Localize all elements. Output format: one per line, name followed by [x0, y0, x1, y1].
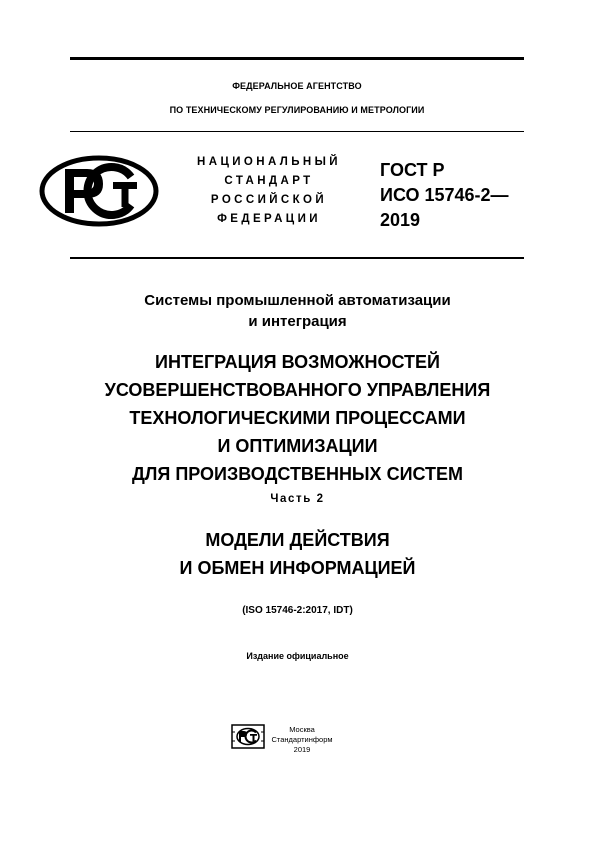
subtitle-line-2: И ОБМЕН ИНФОРМАЦИЕЙ: [179, 558, 416, 578]
title-line-5: ДЛЯ ПРОИЗВОДСТВЕННЫХ СИСТЕМ: [131, 464, 464, 484]
agency-name-line1: ФЕДЕРАЛЬНОЕ АГЕНТСТВО: [232, 81, 362, 91]
agency-name-line2: ПО ТЕХНИЧЕСКОМУ РЕГУЛИРОВАНИЮ И МЕТРОЛОГИИ: [169, 105, 425, 115]
part-label: Часть 2: [270, 493, 325, 505]
part-subtitle: [40, 526, 555, 582]
title-line-4: И ОПТИМИЗАЦИИ: [217, 436, 378, 456]
iso-reference: (ISO 15746-2:2017, IDT): [242, 605, 353, 616]
designation-line-2: ИСО 15746-2—: [380, 185, 509, 205]
series-line-1: Системы промышленной автоматизации: [144, 292, 451, 309]
rst-certification-mark-icon: [39, 155, 159, 227]
header-rule: [70, 131, 524, 132]
national-line-4: ФЕДЕРАЦИИ: [217, 213, 321, 225]
publisher-name: Стандартинформ: [271, 735, 333, 744]
publisher-imprint: [264, 725, 340, 755]
subtitle-line-1: МОДЕЛИ ДЕЙСТВИЯ: [205, 530, 390, 550]
national-line-1: НАЦИОНАЛЬНЫЙ: [197, 156, 341, 168]
title-line-3: ТЕХНОЛОГИЧЕСКИМИ ПРОЦЕССАМИ: [129, 408, 466, 428]
edition-note: Издание официальное: [246, 651, 349, 661]
series-line-2: и интеграция: [248, 313, 347, 330]
national-line-3: РОССИЙСКОЙ: [210, 194, 328, 206]
publisher-city: Москва: [289, 725, 315, 734]
series-title: [40, 290, 555, 332]
standard-designation: [380, 158, 509, 233]
publisher-year: 2019: [293, 745, 311, 754]
middle-rule: [70, 257, 524, 259]
designation-line-1: ГОСТ Р: [380, 160, 445, 180]
national-standard-label: [180, 153, 358, 229]
title-line-1: ИНТЕГРАЦИЯ ВОЗМОЖНОСТЕЙ: [155, 352, 440, 372]
standartinform-logo-icon: [231, 724, 265, 749]
document-title: [40, 348, 555, 488]
designation-line-3: 2019: [380, 210, 421, 230]
top-rule: [70, 57, 524, 60]
title-line-2: УСОВЕРШЕНСТВОВАННОГО УПРАВЛЕНИЯ: [104, 380, 491, 400]
national-line-2: СТАНДАРТ: [224, 175, 314, 187]
